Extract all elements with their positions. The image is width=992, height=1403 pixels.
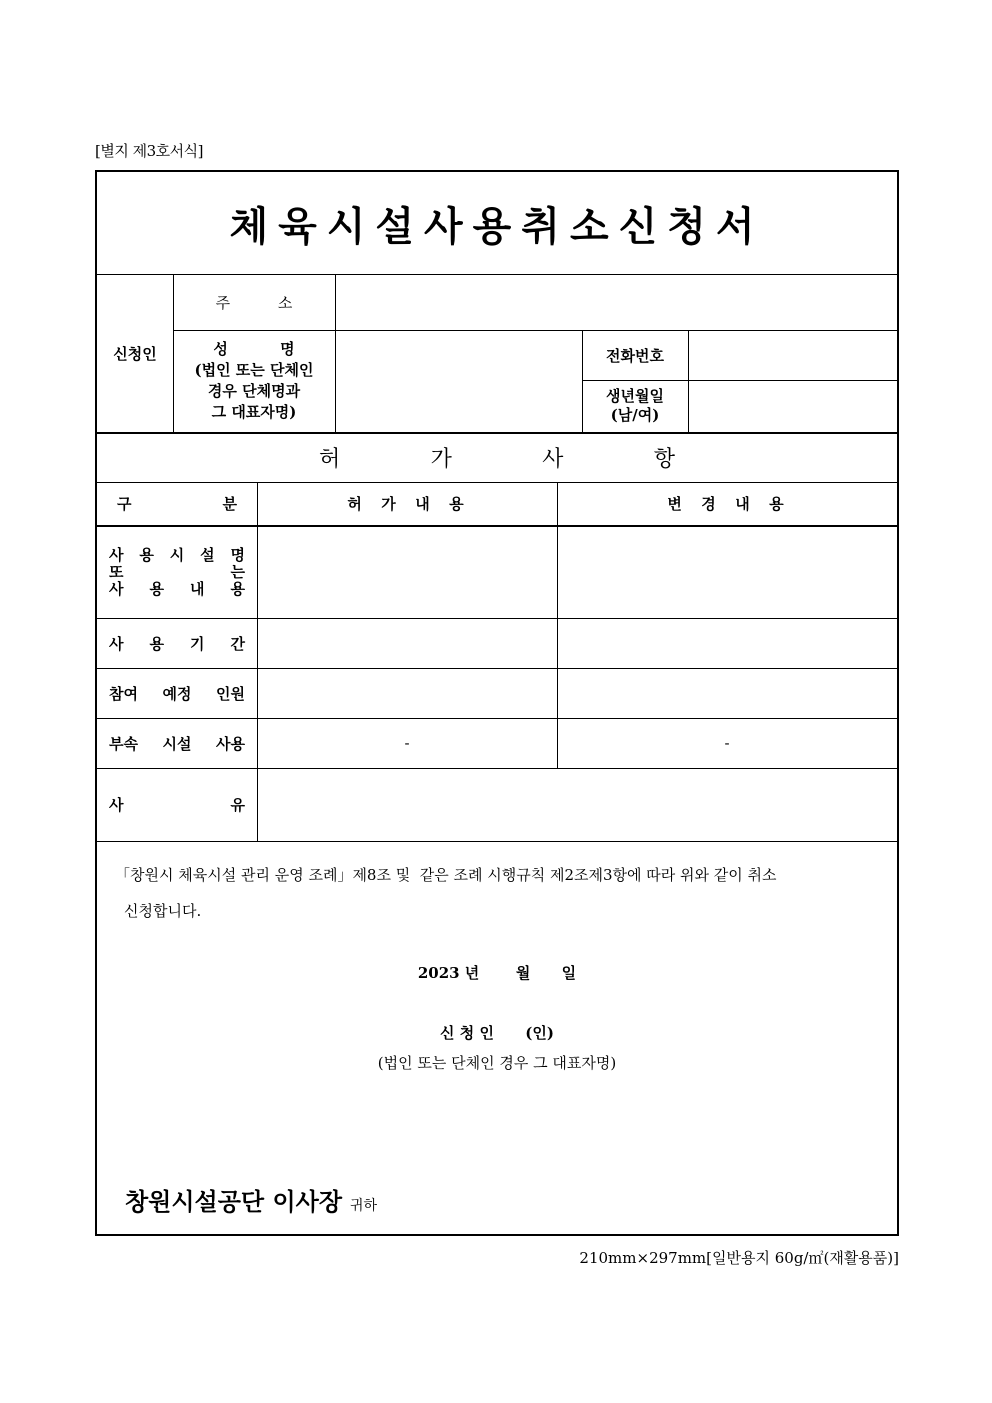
reason-field[interactable] xyxy=(257,768,897,841)
recipient xyxy=(125,1182,377,1217)
recipient-suffix: 귀하 xyxy=(350,1198,378,1214)
permit-content-column-header: 허 가 내 용 xyxy=(347,495,467,513)
participants-label: 참여 예정 인원 xyxy=(109,684,245,703)
facility-usage-label: 사 용 시 설 명 또 는 사 용 내 용 xyxy=(109,546,245,598)
signer-note: (법인 또는 단체인 경우 그 대표자명) xyxy=(377,1053,617,1072)
signer-line: 신 청 인 (인) xyxy=(440,1023,554,1042)
phone-label: 전화번호 xyxy=(606,346,664,365)
usage-period-label: 사 용 기 간 xyxy=(109,634,245,653)
participants-change-field[interactable] xyxy=(557,668,897,718)
auxiliary-permit-field[interactable]: - xyxy=(404,734,410,752)
change-content-column-header: 변 경 내 용 xyxy=(667,495,787,513)
auxiliary-change-field[interactable]: - xyxy=(724,734,730,752)
form-number-label: [별지 제3호서식] xyxy=(95,142,203,160)
permit-section-header: 허 가 사 항 xyxy=(319,446,675,472)
application-form xyxy=(95,170,899,1236)
facility-permit-field[interactable] xyxy=(257,525,557,618)
period-permit-field[interactable] xyxy=(257,618,557,668)
application-date: 2023 년 월 일 xyxy=(417,963,577,982)
phone-field[interactable] xyxy=(688,330,897,380)
form-title: 체육시설사용취소신청서 xyxy=(229,202,765,250)
name-label: 성 명 (법인 또는 단체인 경우 단체명과 그 대표자명) xyxy=(194,340,314,421)
reason-label: 사 유 xyxy=(109,796,245,814)
period-change-field[interactable] xyxy=(557,618,897,668)
recipient-name: 창원시설공단 이사장 xyxy=(125,1187,343,1216)
facility-change-field[interactable] xyxy=(557,525,897,618)
auxiliary-facility-label: 부속 시설 사용 xyxy=(109,734,245,753)
statement-line-2: 신청합니다. xyxy=(124,902,202,920)
address-field[interactable] xyxy=(335,274,897,330)
birthdate-field[interactable] xyxy=(688,380,897,432)
participants-permit-field[interactable] xyxy=(257,668,557,718)
category-column-header: 구 분 xyxy=(117,495,237,513)
applicant-group-label: 신청인 xyxy=(113,344,157,363)
name-field[interactable] xyxy=(335,330,582,432)
paper-spec: 210mm×297mm[일반용지 60g/㎡(재활용품)] xyxy=(579,1249,899,1267)
statement-line-1: 「창원시 체육시설 관리 운영 조례」제8조 및 같은 조례 시행규칙 제2조제3항에 따라 위와 같이 취소 xyxy=(115,866,777,884)
address-label: 주 소 xyxy=(215,293,293,312)
birthdate-label: 생년월일 (남/여) xyxy=(606,387,664,424)
